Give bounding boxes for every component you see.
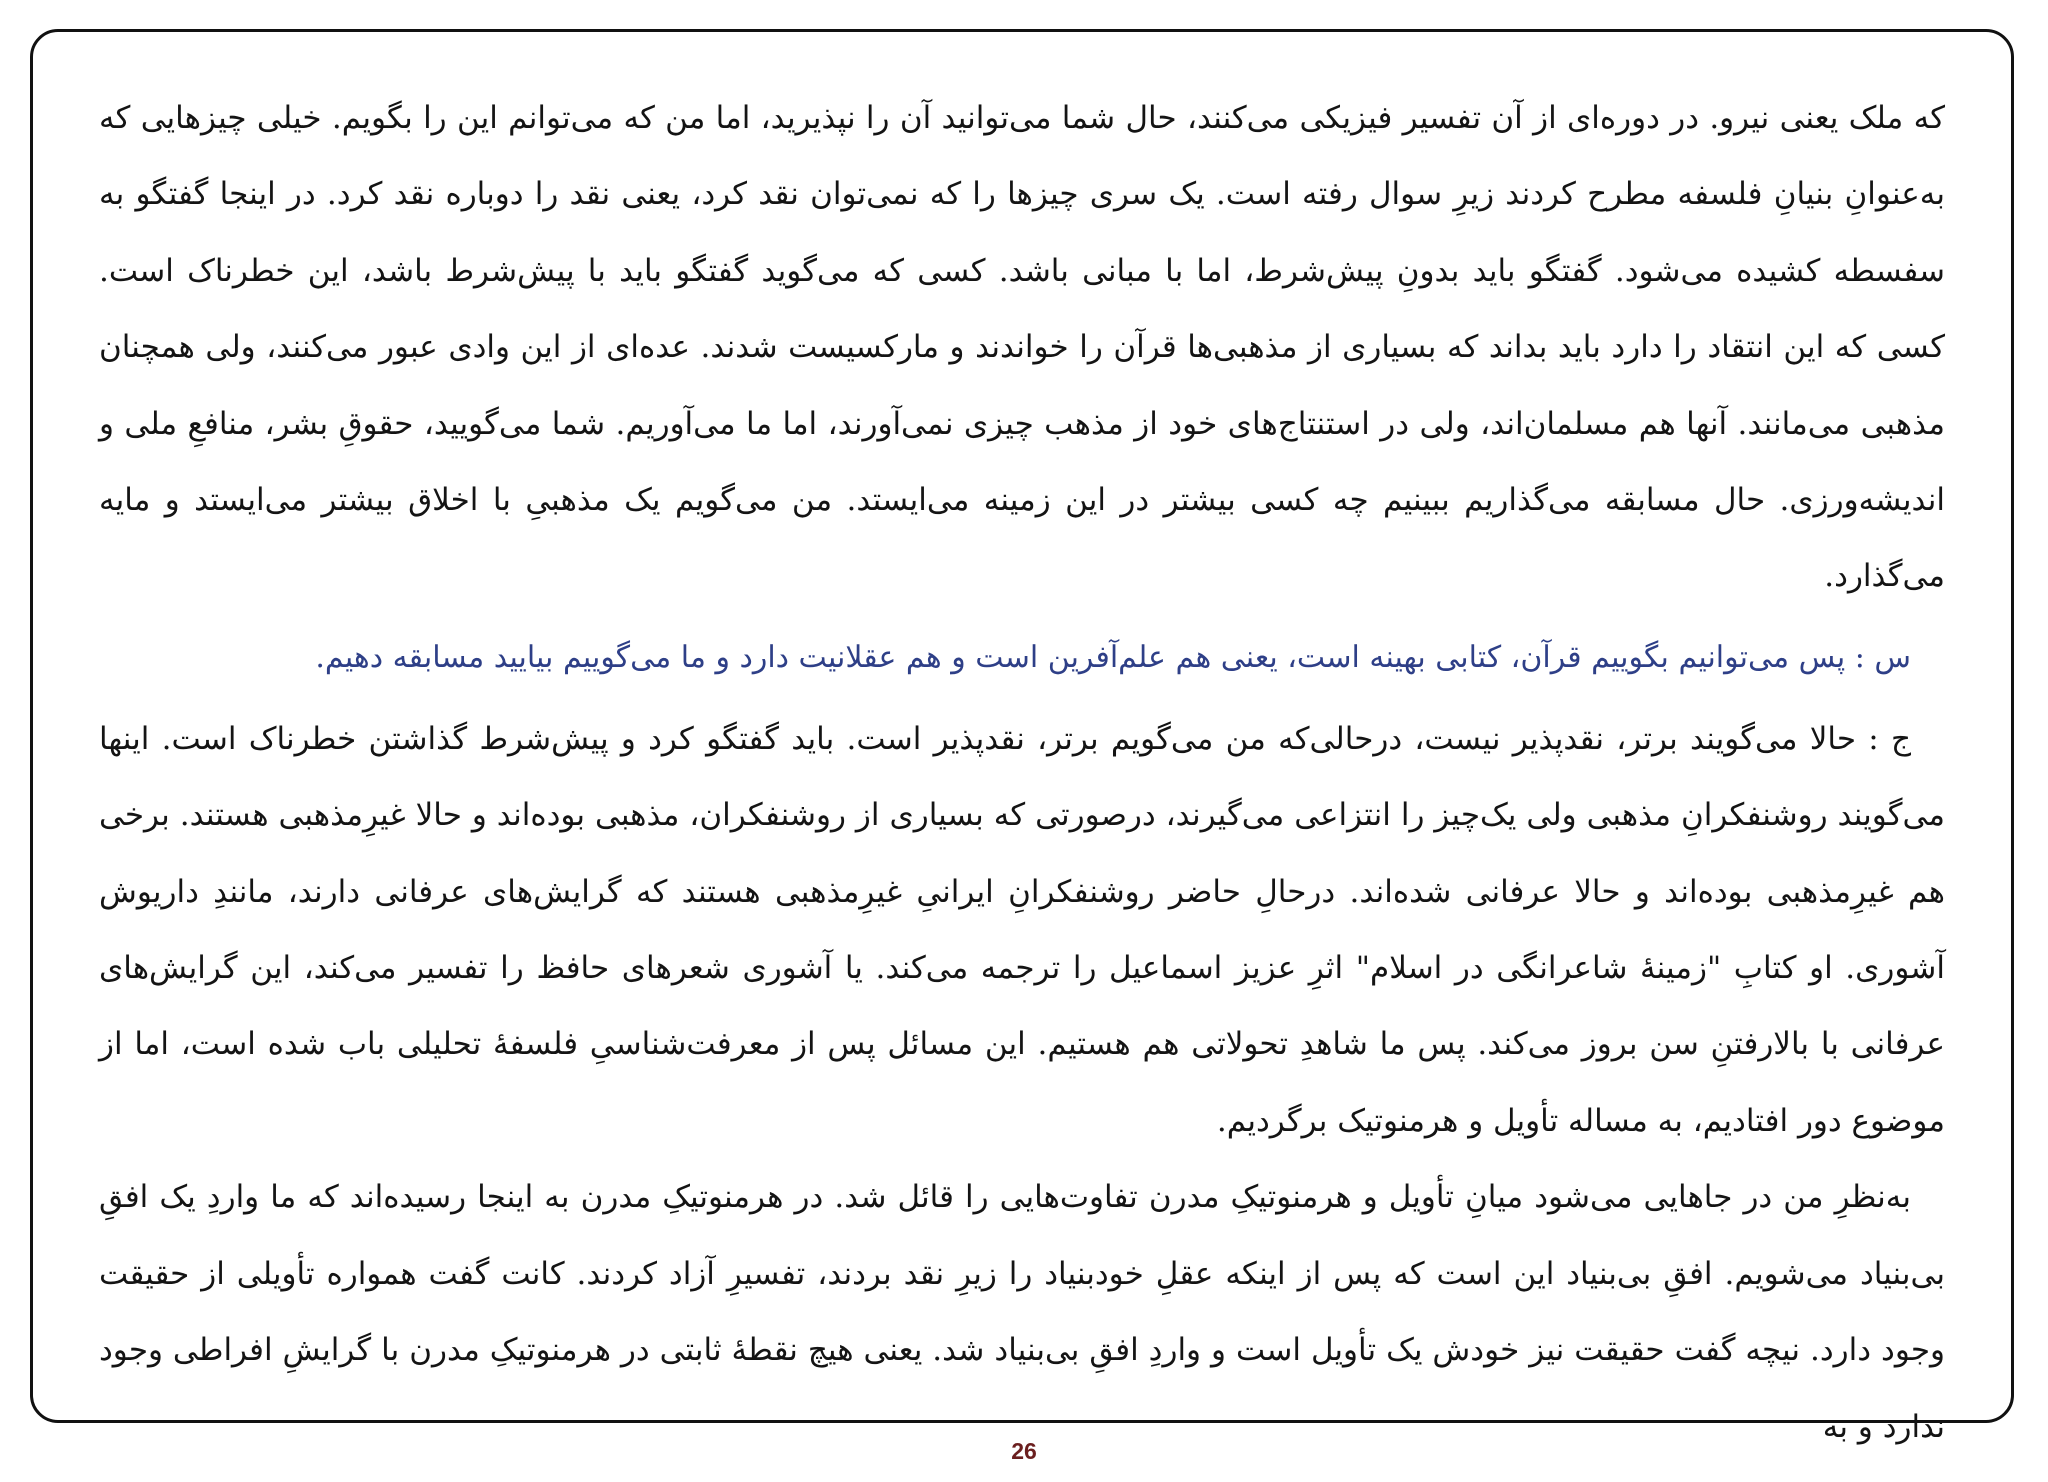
paragraph-closing: به‌نظرِ من در جاهایی می‌شود میانِ تأویل و هرمنوتیکِ مدرن تفاوت‌هایی را قائل شد. در هرمنوتیکِ مدرن به اینجا رسیده‌اند که ما واردِ یک افقِ بی‌بنیاد می‌شویم. افقِ بی‌بنیاد این است که پس از اینکه عقلِ خودبنیاد را زیرِ نقد بردند، تفسیرِ آزاد کردند. کانت گفت همواره تأویلی از حقیقت وجود دارد. نیچه گفت حقیقت نیز خودش یک تأویل است و واردِ افقِ بی‌بنیاد شد. یعنی هیچ نقطهٔ ثابتی در هرمنوتیکِ مدرن با گرایشِ افراطی وجود ندارد و به (99, 1179, 1945, 1445)
page-number: 26 (1011, 1438, 1037, 1464)
page-frame (30, 29, 2014, 1445)
article-body (99, 80, 1945, 1465)
question-paragraph: س : پس می‌توانیم بگوییم قرآن، کتابی بهینه است، یعنی هم علم‌آفرین است و هم عقلانیت دارد و ما می‌گوییم بیایید مسابقه دهیم. (315, 639, 1911, 675)
answer-paragraph: ج : حالا می‌گویند برتر، نقدپذیر نیست، درحالی‌که من می‌گویم برتر، نقدپذیر است. باید گفتگو کرد و پیش‌شرط گذاشتن خطرناک است. اینها می‌گویند روشنفکرانِ مذهبی ولی یک‌چیز را انتزاعی می‌گیرند، درصورتی که بسیاری از روشنفکران، مذهبی بوده‌اند و حالا غیرِمذهبی هستند. برخی هم غیرِمذهبی بوده‌اند و حالا عرفانی شده‌اند. درحالِ حاضر روشنفکرانِ ایرانیِ غیرِمذهبی هستند که گرایش‌های عرفانی دارند، مانندِ داریوش آشوری. او کتابِ "زمینهٔ شاعرانگی در اسلام" اثرِ عزیز اسماعیل را ترجمه می‌کند. یا آشوری شعرهای حافظ را تفسیر می‌کند، این گرایش‌های عرفانی با بالارفتنِ سن بروز می‌کند. پس ما شاهدِ تحولاتی هم هستیم. این مسائل پس از معرفت‌شناسیِ فلسفهٔ تحلیلی باب شده است، اما از موضوع دور افتادیم، به مساله تأویل و هرمنوتیک برگردیم. (99, 720, 1945, 1139)
paragraph-intro: که ملک یعنی نیرو. در دوره‌ای از آن تفسیر فیزیکی می‌کنند، حال شما می‌توانید آن را نپذیرید، اما من که می‌توانم این را بگویم. خیلی چیزهایی که به‌عنوانِ بنیانِ فلسفه مطرح کردند زیرِ سوال رفته است. یک سری چیزها را که نمی‌توان نقد کرد، یعنی نقد را دوباره نقد کرد. در اینجا گفتگو به سفسطه کشیده می‌شود. گفتگو باید بدونِ پیش‌شرط، اما با مبانی باشد. کسی که می‌گوید گفتگو باید با پیش‌شرط باشد، این خطرناک است. کسی که این انتقاد را دارد باید بداند که بسیاری از مذهبی‌ها قرآن را خواندند و مارکسیست شدند. عده‌ای از این وادی عبور می‌کنند، ولی همچنان مذهبی می‌مانند. آنها هم مسلمان‌اند، ولی در استنتاج‌های خود از مذهب چیزی نمی‌آورند، اما ما می‌آوریم. شما می‌گویید، حقوقِ بشر، منافعِ ملی و اندیشه‌ورزی. حال مسابقه می‌گذاریم ببینیم چه کسی بیشتر در این زمینه می‌ایستد. من می‌گویم یک مذهبیِ با اخلاق بیشتر می‌ایستد و مایه می‌گذارد. (99, 100, 1945, 595)
